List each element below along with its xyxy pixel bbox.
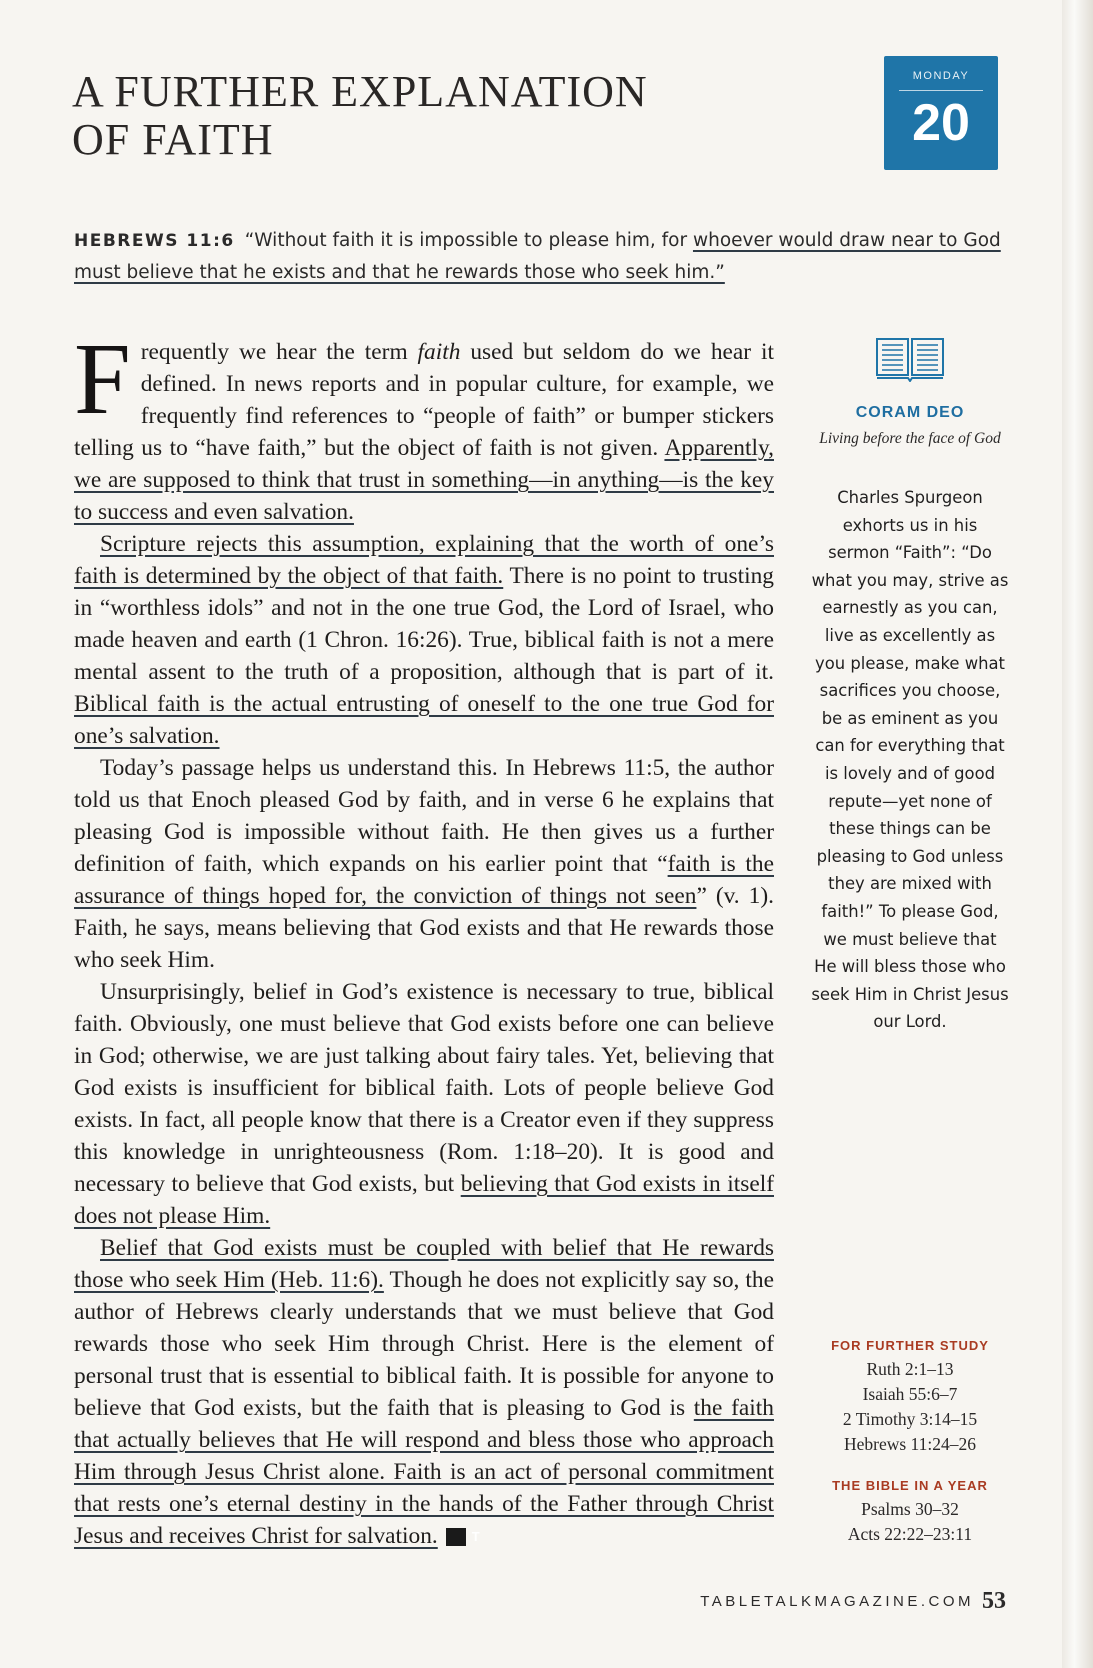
coram-deo-sidebar — [810, 336, 1010, 1036]
underlined-text: the faith that actually believes that He will respond and bless those who approach Him through Jesus Christ alone. Faith is an act of personal commitment that rests one’s eternal destiny in the hands of the Father through Christ Jesus and receives Christ for salvation. — [74, 1395, 774, 1549]
page-title — [72, 68, 648, 164]
body-text: requently we hear the term — [140, 339, 418, 365]
drop-cap: F — [74, 323, 131, 436]
paragraph-1 — [74, 323, 774, 528]
verse-reference: HEBREWS 11:6 — [74, 231, 235, 251]
title-line-2: OF FAITH — [72, 115, 274, 164]
underlined-text: Apparently, we are supposed to think that trust in something—in anything—is the key to success and even salvation. — [74, 435, 774, 525]
underlined-text: believing that God exists in itself does not please Him. — [74, 1171, 774, 1229]
coram-deo-title: CORAM DEO — [855, 404, 965, 421]
further-study — [810, 1338, 1010, 1457]
further-study-ref: 2 Timothy 3:14–15 — [842, 1409, 978, 1429]
verse-text-underlined: whoever would draw near to God must believe that he exists and that he rewards those who seek him.” — [74, 230, 1001, 283]
bible-reading-ref: Psalms 30–32 — [861, 1499, 959, 1519]
footer-site: TABLETALKMAGAZINE.COM — [700, 1593, 974, 1610]
body-text: Today’s passage helps us understand this. In Hebrews 11:5, the author told us that Enoch pleased God by faith, and in verse 6 he explains that pleasing God is impossible without faith. He then gives us a further definition of faith, which expands on his earlier point that “ — [74, 755, 774, 877]
tabletalk-end-mark-icon: T — [446, 1528, 466, 1546]
further-study-ref: Hebrews 11:24–26 — [843, 1434, 977, 1454]
paragraph-4 — [74, 976, 774, 1232]
bible-in-a-year — [810, 1478, 1010, 1547]
body-text: used but seldom do we hear it defined. In news reports and in popular culture, for example, we frequently find references to “people of faith” or bumper stickers telling us to “have faith,” but the object of faith is not given. — [74, 339, 774, 461]
page-footer — [656, 1588, 1006, 1615]
date-day: MONDAY — [912, 70, 970, 82]
underlined-text: Biblical faith is the actual entrusting of oneself to the one true God for one’s salvation. — [74, 691, 774, 749]
coram-deo-subtitle: Living before the face of God — [819, 430, 1001, 447]
page-edge — [1062, 0, 1093, 1668]
body-text: Though he does not explicitly say so, the author of Hebrews clearly understands that we must believe that God rewards those who seek Him through Christ. Here is the element of personal trust that is essential to biblical faith. It is possible for anyone to believe that God exists, but the faith that is pleasing to God is — [74, 1267, 774, 1421]
paragraph-3 — [74, 752, 774, 976]
bible-reading-ref: Acts 22:22–23:11 — [847, 1524, 973, 1544]
body-text: ” (v. 1). Faith, he says, means believing that God exists and that He rewards those who seek Him. — [74, 883, 774, 973]
body-text: There is no point to trusting in “worthless idols” and not in the one true God, the Lord of Israel, who made heaven and earth (1 Chron. 16:26). True, biblical faith is not a mere mental assent to the truth of a proposition, although that is part of it. — [74, 563, 774, 685]
date-divider — [899, 90, 983, 91]
underlined-text: faith is the assurance of things hoped for, the conviction of things not seen — [74, 851, 774, 909]
further-study-ref: Ruth 2:1–13 — [866, 1359, 954, 1379]
page-number: 53 — [982, 1588, 1006, 1614]
paragraph-2 — [74, 528, 774, 752]
underlined-text: Scripture rejects this assumption, explaining that the worth of one’s faith is determined by the object of that faith. — [74, 531, 774, 589]
date-number: 20 — [912, 94, 970, 152]
coram-deo-text: Charles Spurgeon exhorts us in his sermon “Faith”: “Do what you may, strive as earnestly as you can, live as excellently as you please, make what sacrifices you choose, be as eminent as you can for everything that is lovely and of good repute—yet none of these things can be pleasing to God unless they are mixed with faith!” To please God, we must believe that He will bless those who seek Him in Christ Jesus our Lord. — [811, 488, 1009, 1032]
further-study-ref: Isaiah 55:6–7 — [862, 1384, 958, 1404]
open-book-icon — [875, 336, 945, 382]
underlined-text: Belief that God exists must be coupled with belief that He rewards those who seek Him (Heb. 11:6). — [74, 1235, 774, 1293]
body-text: Unsurprisingly, belief in God’s existence is necessary to true, biblical faith. Obviously, one must believe that God exists before one can believe in God; otherwise, we are just talking about fairy tales. Yet, believing that God exists is insufficient for biblical faith. Lots of people believe God exists. In fact, all people know that there is a Creator even if they suppress this knowledge in unrighteousness (Rom. 1:18–20). It is good and necessary to believe that God exists, but — [74, 979, 774, 1197]
bible-in-a-year-heading: THE BIBLE IN A YEAR — [832, 1478, 988, 1493]
title-line-1: A FURTHER EXPLANATION — [72, 67, 648, 116]
italic-text: faith — [417, 339, 461, 365]
paragraph-5 — [74, 1232, 774, 1552]
key-verse — [74, 225, 1004, 288]
verse-text: “Without faith it is impossible to please him, for — [244, 230, 693, 251]
further-study-heading: FOR FURTHER STUDY — [831, 1338, 989, 1353]
date-badge — [884, 56, 998, 170]
article-body — [74, 323, 774, 1552]
